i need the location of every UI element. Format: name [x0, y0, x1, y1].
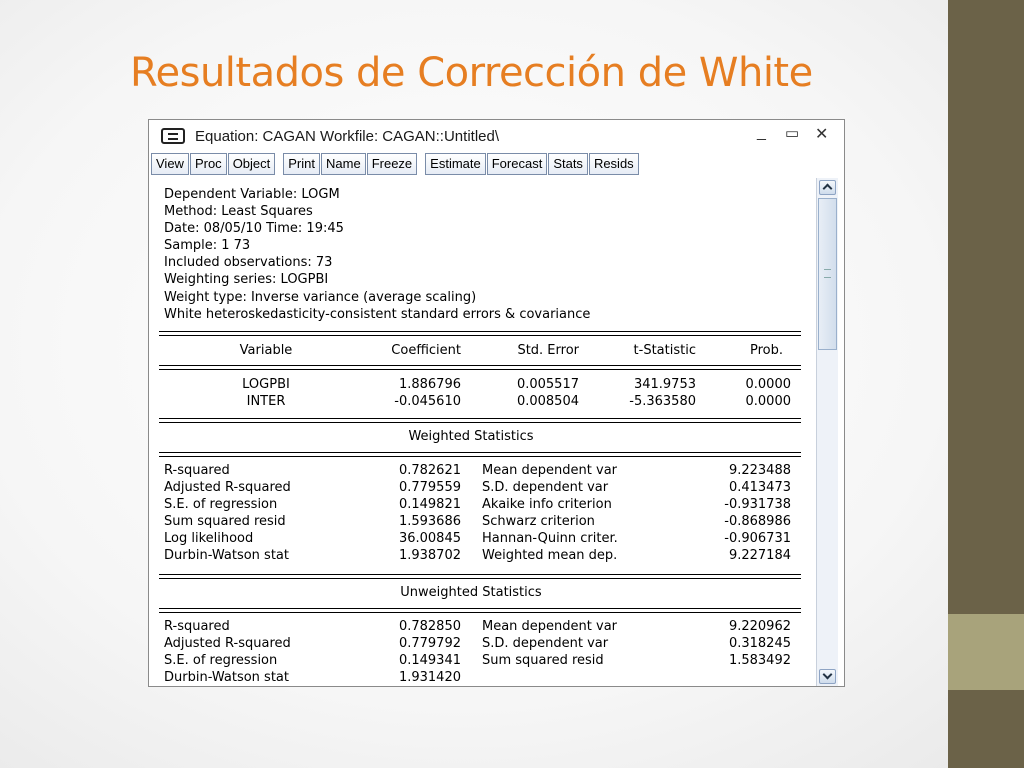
stat-label: Sum squared resid — [482, 653, 604, 668]
column-header-prob: Prob. — [749, 343, 783, 358]
header-line: Dependent Variable: LOGM — [164, 187, 340, 202]
proc-button[interactable]: Proc — [190, 153, 227, 175]
name-button[interactable]: Name — [321, 153, 366, 175]
grip-icon — [824, 269, 831, 278]
column-header-coefficient: Coefficient — [391, 343, 461, 358]
table-rule — [159, 456, 801, 457]
stat-label: Mean dependent var — [482, 619, 618, 634]
stat-label: Akaike info criterion — [482, 497, 612, 512]
stat-value: 0.779559 — [398, 480, 461, 495]
slide-title: Resultados de Corrección de White — [130, 50, 813, 96]
stat-value: 0.149821 — [398, 497, 461, 512]
table-rule — [159, 452, 801, 453]
stat-label: Log likelihood — [164, 531, 254, 546]
stat-value: -0.931738 — [724, 497, 791, 512]
coef-prob: 0.0000 — [745, 377, 791, 392]
stat-label: Adjusted R-squared — [164, 480, 291, 495]
stat-label: Weighted mean dep. — [482, 548, 618, 563]
maximize-button[interactable]: ▭ — [785, 125, 800, 142]
stat-value: 1.593686 — [398, 514, 461, 529]
estimate-button[interactable]: Estimate — [425, 153, 486, 175]
toolbar — [151, 153, 640, 175]
table-rule — [159, 365, 801, 366]
stat-value: 0.413473 — [728, 480, 791, 495]
stat-value: 0.782850 — [398, 619, 461, 634]
stat-label: Durbin-Watson stat — [164, 548, 289, 563]
table-rule — [159, 612, 801, 613]
stat-value: -0.906731 — [724, 531, 791, 546]
coef-variable: INTER — [246, 394, 286, 409]
column-header-std-error: Std. Error — [517, 343, 579, 358]
equation-window — [148, 119, 845, 687]
slide-side-accent — [948, 614, 1024, 690]
column-header-variable: Variable — [239, 343, 293, 358]
print-button[interactable]: Print — [283, 153, 320, 175]
object-button[interactable]: Object — [228, 153, 276, 175]
stat-value: 9.220962 — [728, 619, 791, 634]
stat-value: 9.223488 — [728, 463, 791, 478]
header-line: Sample: 1 73 — [164, 238, 251, 254]
coef-std-error: 0.005517 — [516, 377, 579, 392]
header-line: Weighting series: LOGPBI — [164, 272, 329, 288]
coef-t-statistic: -5.363580 — [629, 394, 696, 409]
resids-button[interactable]: Resids — [589, 153, 639, 175]
column-header-t-statistic: t-Statistic — [633, 343, 696, 358]
close-button[interactable]: ✕ — [815, 126, 829, 143]
table-rule — [159, 335, 801, 336]
table-rule — [159, 422, 801, 423]
header-line: Weight type: Inverse variance (average scaling) — [164, 289, 477, 305]
minimize-button[interactable]: _ — [757, 124, 766, 141]
table-rule — [159, 418, 801, 419]
stat-label: S.D. dependent var — [482, 636, 609, 651]
stat-value: 0.318245 — [728, 636, 791, 651]
header-line: White heteroskedasticity-consistent standard errors & covariance — [164, 306, 591, 322]
stat-value: 1.583492 — [728, 653, 791, 668]
header-line: Method: Least Squares — [164, 204, 313, 220]
stat-label: Mean dependent var — [482, 463, 618, 478]
stat-label: S.E. of regression — [164, 653, 278, 668]
view-button[interactable]: View — [151, 153, 189, 175]
stat-label: R-squared — [164, 619, 230, 634]
stat-label: S.E. of regression — [164, 497, 278, 512]
output-view — [151, 176, 815, 686]
estimation-header — [164, 186, 590, 323]
table-rule — [159, 578, 801, 579]
stat-value: 1.938702 — [398, 548, 461, 563]
stat-label: Sum squared resid — [164, 514, 286, 529]
stat-value: 1.931420 — [398, 670, 461, 685]
header-line: Included observations: 73 — [164, 255, 333, 271]
table-rule — [159, 369, 801, 370]
coef-variable: LOGPBI — [242, 377, 290, 392]
scroll-thumb[interactable] — [818, 198, 837, 350]
unweighted-statistics-title: Unweighted Statistics — [400, 585, 542, 600]
scroll-up-icon[interactable] — [819, 180, 836, 195]
stat-label: Adjusted R-squared — [164, 636, 291, 651]
header-line: Date: 08/05/10 Time: 19:45 — [164, 221, 344, 237]
scroll-down-icon[interactable] — [819, 669, 836, 684]
stat-value: 0.779792 — [398, 636, 461, 651]
window-titlebar[interactable] — [149, 120, 844, 152]
stat-label: S.D. dependent var — [482, 480, 609, 495]
coef-value: -0.045610 — [394, 394, 461, 409]
window-title: Equation: CAGAN Workfile: CAGAN::Untitled\ — [195, 128, 499, 145]
table-rule — [159, 574, 801, 575]
stat-label: Hannan-Quinn criter. — [482, 531, 618, 546]
stat-value: 9.227184 — [728, 548, 791, 563]
coef-value: 1.886796 — [398, 377, 461, 392]
stat-value: -0.868986 — [724, 514, 791, 529]
stats-button[interactable]: Stats — [548, 153, 588, 175]
stat-label: Durbin-Watson stat — [164, 670, 289, 685]
coef-t-statistic: 341.9753 — [633, 377, 696, 392]
forecast-button[interactable]: Forecast — [487, 153, 548, 175]
coef-prob: 0.0000 — [745, 394, 791, 409]
table-rule — [159, 608, 801, 609]
coef-std-error: 0.008504 — [516, 394, 579, 409]
equation-icon[interactable] — [161, 128, 185, 144]
stat-value: 0.782621 — [398, 463, 461, 478]
table-rule — [159, 331, 801, 332]
weighted-statistics-title: Weighted Statistics — [408, 429, 534, 444]
vertical-scrollbar[interactable] — [816, 178, 838, 686]
stat-value: 36.00845 — [398, 531, 461, 546]
stat-label: R-squared — [164, 463, 230, 478]
stat-value: 0.149341 — [398, 653, 461, 668]
stat-label: Schwarz criterion — [482, 514, 595, 529]
freeze-button[interactable]: Freeze — [367, 153, 417, 175]
